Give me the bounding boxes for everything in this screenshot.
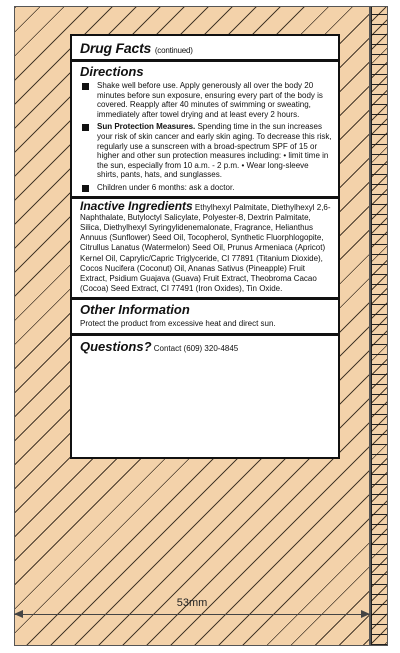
inactive-ingredients-text: Ethylhexyl Palmitate, Diethylhexyl 2,6-Naphthalate, Butyloctyl Salicylate, Polyester-8, Dextrin Palmitate, Silica, Diethylhexyl Syringylidenemalonate, Fragrance, Helianthus Annuus (Sunflower) Seed Oil, Tocopherol, Synthetic Fluorphlogopite, Citrullus Lanatus (Watermelon) Seed Oil, Prunus Armeniaca (Apricot) Kernel Oil, Caprylic/Capric Triglyceride, CI 77891 (Titanium Dioxide), Cocos Nucifera (Coconut) Oil, Ananas Sativus (Pineapple) Fruit Extract, Psidium Guajava (Guava) Fruit Extract, Theobroma Cacao (Cocoa) Seed Extract, CI 77491 (Iron Oxides), Tin Oxide. [80, 202, 331, 294]
arrow-right-icon [361, 610, 370, 618]
direction-text: Children under 6 months: ask a doctor. [97, 182, 235, 192]
direction-text: Spending time in the sun increases your risk of skin cancer and early skin aging. To decrease this risk, regularly use a sunscreen with a broad-spectrum SPF of 15 or higher and other sun protection measures including: • limit time in the sun, especially from 10 a.m. - 2 p.m. • Wear long-sleeve shirts, pants, hats, and sunglasses. [97, 122, 332, 180]
section-divider [72, 59, 338, 62]
directions-list [80, 81, 332, 193]
width-dimension [14, 597, 370, 628]
other-information-heading: Other Information [80, 302, 190, 318]
direction-text: Shake well before use. Apply generously all over the body 20 minutes before sun exposure, ensuring every part of the body is covered. Reapply after 40 minutes of swimming or sweating, immediately after towel drying and at least every 2 hours. [97, 81, 323, 119]
other-information-text: Protect the product from excessive heat and direct sun. [80, 319, 276, 329]
drug-facts-title-text: Drug Facts [80, 40, 152, 56]
direction-bold: Sun Protection Measures. [97, 122, 196, 132]
inactive-ingredients-heading: Inactive Ingredients [80, 198, 193, 213]
square-bullet-icon [82, 185, 89, 192]
dimension-line [14, 614, 370, 615]
questions-row [80, 338, 332, 356]
inactive-ingredients [80, 198, 332, 295]
directions-heading: Directions [80, 64, 144, 79]
list-item [80, 183, 332, 193]
section-divider [72, 333, 338, 336]
drug-facts-title [80, 40, 332, 56]
list-item [80, 122, 332, 180]
section-divider [72, 297, 338, 300]
square-bullet-icon [82, 83, 89, 90]
drug-facts-panel [70, 34, 340, 459]
square-bullet-icon [82, 124, 89, 131]
questions-heading: Questions? [80, 338, 152, 354]
questions-contact: Contact (609) 320-4845 [151, 343, 239, 353]
carton-side-strip [370, 6, 388, 646]
list-item [80, 81, 332, 119]
arrow-left-icon [14, 610, 23, 618]
continued-note: (continued) [154, 46, 193, 55]
dimension-label: 53mm [176, 597, 208, 609]
